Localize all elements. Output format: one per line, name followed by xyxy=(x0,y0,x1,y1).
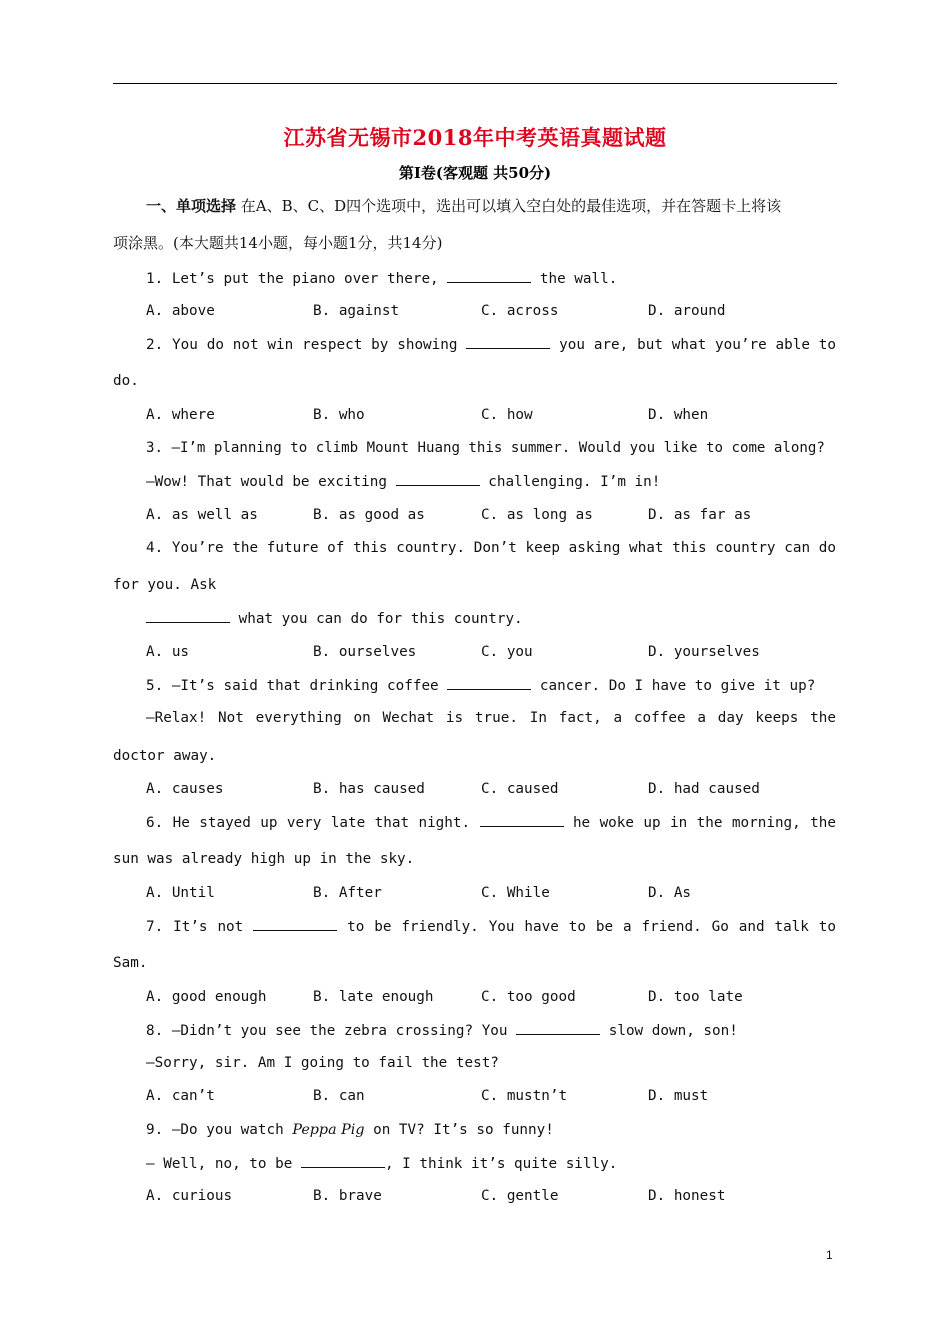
q3-text-b1: —Wow! That would be exciting xyxy=(146,474,388,490)
q1-option-c: C. across xyxy=(481,303,559,319)
question-9-reply xyxy=(146,1154,617,1173)
q5-option-c: C. caused xyxy=(481,781,559,797)
answer-blank xyxy=(516,1021,600,1035)
q9-option-c: C. gentle xyxy=(481,1188,559,1204)
question-6-stem xyxy=(146,813,836,832)
q5-option-d: D. had caused xyxy=(648,781,760,797)
q9-text-b2: , I think it’s quite silly. xyxy=(384,1156,618,1172)
q9-text-a2: on TV? It’s so funny! xyxy=(373,1122,554,1138)
q5-text-a2: cancer. Do I have to give it up? xyxy=(539,678,816,694)
q6-text-a2: he woke up in the morning, the xyxy=(572,815,837,831)
question-7-stem xyxy=(146,917,836,936)
section-instructions-line1 xyxy=(146,197,781,215)
q7-text-a1: 7. It’s not xyxy=(146,919,244,935)
question-9-stem xyxy=(146,1121,554,1139)
q9-text-b1: — Well, no, to be xyxy=(146,1156,293,1172)
q4-text-c: what you can do for this country. xyxy=(238,611,523,627)
q4-option-c: C. you xyxy=(481,644,533,660)
q6-option-b: B. After xyxy=(313,885,382,901)
q9-show-title: Peppa Pig xyxy=(292,1122,365,1138)
q5-option-a: A. causes xyxy=(146,781,224,797)
question-8-stem xyxy=(146,1021,738,1040)
q3-option-c: C. as long as xyxy=(481,507,593,523)
q4-option-a: A. us xyxy=(146,644,190,660)
q3-text-a: 3. —I’m planning to climb Mount Huang this summer. Would you like to come along? xyxy=(146,440,825,456)
section-heading: 一、单项选择 xyxy=(146,197,237,215)
answer-blank xyxy=(447,269,531,283)
section-instructions-text: 在A、B、C、D四个选项中，选出可以填入空白处的最佳选项，并在答题卡上将该 xyxy=(236,197,782,215)
q6-text-b: sun was already high up in the sky. xyxy=(113,851,415,867)
q6-option-d: D. As xyxy=(648,885,692,901)
part-subtitle: 第Ⅰ卷(客观题 共50分) xyxy=(398,164,552,182)
q3-option-b: B. as good as xyxy=(313,507,425,523)
q8-text-a2: slow down, son! xyxy=(608,1023,738,1039)
q8-option-c: C. mustn’t xyxy=(481,1088,568,1104)
q1-text-b: the wall. xyxy=(539,271,618,287)
q8-option-a: A. can’t xyxy=(146,1088,215,1104)
q3-option-a: A. as well as xyxy=(146,507,258,523)
question-1-stem xyxy=(146,269,617,288)
q7-text-b: Sam. xyxy=(113,955,148,971)
page-title: 江苏省无锡市2018年中考英语真题试题 xyxy=(283,125,667,150)
q4-option-d: D. yourselves xyxy=(648,644,760,660)
q2-option-b: B. who xyxy=(313,407,365,423)
q7-option-d: D. too late xyxy=(648,989,743,1005)
answer-blank xyxy=(253,917,337,931)
q1-text-a: 1. Let’s put the piano over there, xyxy=(146,271,439,287)
q7-option-b: B. late enough xyxy=(313,989,434,1005)
q3-option-d: D. as far as xyxy=(648,507,752,523)
q2-text-a: 2. You do not win respect by showing xyxy=(146,337,458,353)
q4-text-a: 4. You’re the future of this country. Don’t keep asking what this country can do xyxy=(146,540,836,556)
q7-option-c: C. too good xyxy=(481,989,576,1005)
q2-text-c: do. xyxy=(113,373,139,389)
question-5-stem xyxy=(146,676,815,695)
q8-option-d: D. must xyxy=(648,1088,709,1104)
q8-text-b: —Sorry, sir. Am I going to fail the test? xyxy=(146,1055,499,1071)
q2-text-b: you are, but what you’re able to xyxy=(559,337,836,353)
q6-option-a: A. Until xyxy=(146,885,215,901)
q1-option-a: A. above xyxy=(146,303,215,319)
q9-option-a: A. curious xyxy=(146,1188,233,1204)
q9-option-d: D. honest xyxy=(648,1188,726,1204)
q8-option-b: B. can xyxy=(313,1088,365,1104)
question-3-reply xyxy=(146,472,660,491)
answer-blank xyxy=(301,1154,385,1168)
q2-option-c: C. how xyxy=(481,407,533,423)
question-4-line3 xyxy=(146,609,523,628)
page-number: 1 xyxy=(826,1248,833,1262)
answer-blank xyxy=(146,609,230,623)
q3-text-b2: challenging. I’m in! xyxy=(488,474,661,490)
answer-blank xyxy=(447,676,531,690)
q9-text-a1: 9. —Do you watch xyxy=(146,1122,284,1138)
q4-text-b: for you. Ask xyxy=(113,577,217,593)
q2-option-a: A. where xyxy=(146,407,215,423)
q6-text-a1: 6. He stayed up very late that night. xyxy=(146,815,471,831)
header-rule xyxy=(113,83,837,84)
q9-option-b: B. brave xyxy=(313,1188,382,1204)
q5-text-b: —Relax! Not everything on Wechat is true. In fact, a coffee a day keeps the xyxy=(146,710,836,726)
q2-option-d: D. when xyxy=(648,407,709,423)
section-instructions-line2: 项涂黑。(本大题共14小题，每小题1分，共14分) xyxy=(113,234,443,252)
q7-option-a: A. good enough xyxy=(146,989,267,1005)
q4-option-b: B. ourselves xyxy=(313,644,417,660)
q7-text-a2: to be friendly. You have to be a friend. Go and talk to xyxy=(347,919,837,935)
answer-blank xyxy=(466,335,550,349)
question-2-stem xyxy=(146,335,836,354)
q1-option-b: B. against xyxy=(313,303,400,319)
q5-text-c: doctor away. xyxy=(113,748,217,764)
answer-blank xyxy=(396,472,480,486)
q5-option-b: B. has caused xyxy=(313,781,425,797)
q8-text-a1: 8. —Didn’t you see the zebra crossing? You xyxy=(146,1023,508,1039)
q6-option-c: C. While xyxy=(481,885,550,901)
answer-blank xyxy=(480,813,564,827)
q5-text-a1: 5. —It’s said that drinking coffee xyxy=(146,678,439,694)
q1-option-d: D. around xyxy=(648,303,726,319)
